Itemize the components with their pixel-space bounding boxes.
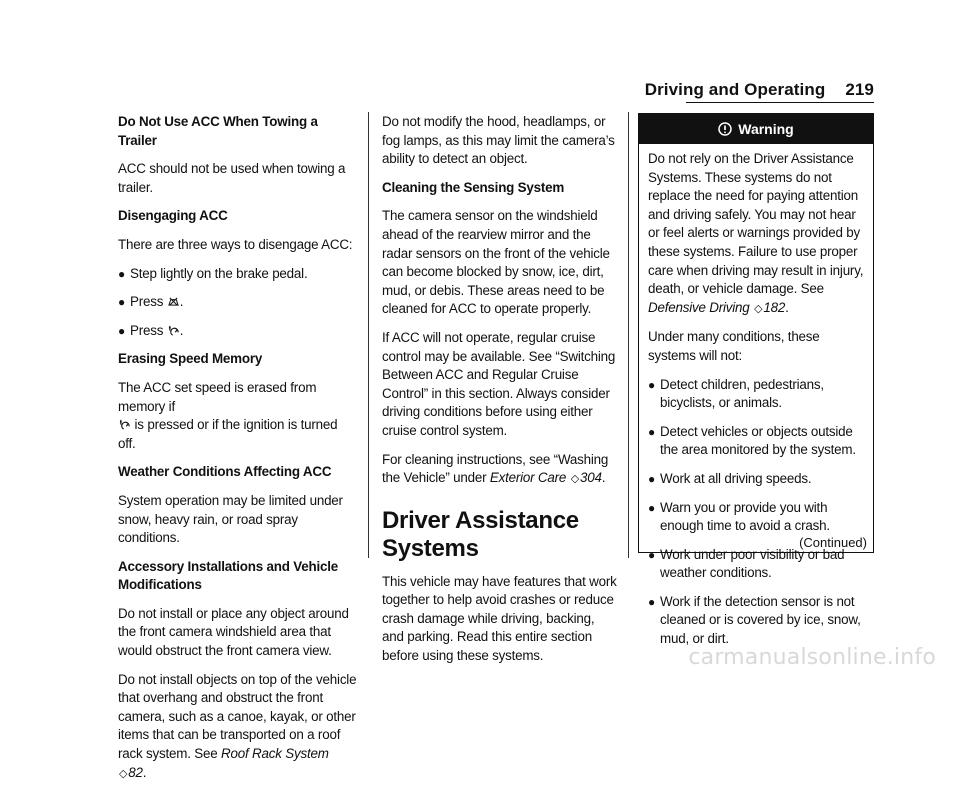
bullet-text-pre: Press <box>130 294 164 310</box>
bullet-text: Detect children, pedestrians, bicyclists, or animals. <box>660 376 824 411</box>
bullet-text: Detect vehicles or objects outside the area monitored by the system. <box>660 423 856 458</box>
cancel-cruise-icon <box>168 296 179 307</box>
list-item <box>648 546 865 583</box>
bullet-text-pre: Press <box>130 322 164 338</box>
column-1 <box>118 113 358 793</box>
heading-disengaging: Disengaging ACC <box>118 208 228 224</box>
bullet-icon: ● <box>118 295 126 310</box>
heading-cleaning: Cleaning the Sensing System <box>382 179 565 195</box>
paragraph-acc-fallback: If ACC will not operate, regular cruise control may be available. See “Switching Between ACC and Regular Cruise Control” in this section. Always consider driving conditions before using either cruise control system. <box>382 329 616 438</box>
continued-label: (Continued) <box>799 535 867 550</box>
section-title: Driver Assistance Systems <box>382 506 579 562</box>
reference-arrow-icon: ◇ <box>119 767 128 780</box>
bullet-icon: ● <box>648 594 656 609</box>
page-header <box>645 80 874 100</box>
reference-title: Roof Rack System <box>221 746 329 762</box>
list-item <box>648 499 865 536</box>
bullet-text <box>130 322 358 341</box>
cruise-control-icon <box>168 325 179 336</box>
list-item <box>648 423 865 460</box>
paragraph-text: Do not rely on the Driver Assistance Systems. These systems do not replace the need for paying attention and driving safely. You may not hear or feel alerts or warnings provided by these systems. Failure to use proper care when driving may result in injury, death, or vehicle damage. See <box>648 151 864 297</box>
watermark[interactable]: carmanualsonline.info <box>688 645 936 670</box>
bullet-icon: ● <box>118 266 126 281</box>
warning-paragraph <box>648 150 865 318</box>
paragraph-weather: System operation may be limited under snow, heavy rain, or road spray conditions. <box>118 492 343 546</box>
bullet-icon: ● <box>648 471 656 486</box>
bullet-text <box>130 293 358 312</box>
bullet-text: Work under poor visibility or bad weather conditions. <box>660 546 845 581</box>
paragraph-text: . <box>785 299 789 315</box>
cruise-control-icon <box>119 419 130 430</box>
paragraph-accessory-2 <box>118 671 358 784</box>
column-divider <box>368 112 369 558</box>
paragraph-text: . <box>601 470 606 486</box>
bullet-text: Work if the detection sensor is not cleaned or is covered by ice, snow, mud, or dirt. <box>660 593 861 647</box>
paragraph-text: . <box>142 764 147 780</box>
reference-title: Exterior Care <box>489 470 567 486</box>
paragraph-washing <box>382 451 618 489</box>
list-item <box>648 376 865 413</box>
reference-arrow-icon: ◇ <box>570 473 579 486</box>
header-rule <box>686 102 874 103</box>
warning-box <box>638 113 874 647</box>
bullet-icon: ● <box>648 377 656 392</box>
paragraph-cleaning: The camera sensor on the windshield ahead of the rearview mirror and the radar sensors on the front of the vehicle can become blocked by snow, ice, dirt, mud, or debis. These areas need to be cleaned for ACC to operate properly. <box>382 208 610 317</box>
paragraph-das-intro: This vehicle may have features that work together to help avoid crashes or reduce crash damage while driving, backing, and parking. Read this entire section before using these systems. <box>382 573 617 664</box>
bullet-icon: ● <box>648 500 656 515</box>
page-number: 219 <box>845 80 874 99</box>
bullet-text-post: . <box>179 294 184 310</box>
list-item <box>118 322 358 341</box>
warning-body <box>639 144 873 649</box>
paragraph-towing: ACC should not be used when towing a trailer. <box>118 161 346 195</box>
paragraph-text: is pressed or if the ignition is turned off. <box>118 417 338 451</box>
list-item <box>648 470 865 489</box>
heading-accessory: Accessory Installations and Vehicle Modifications <box>118 558 338 593</box>
bullet-text: Warn you or provide you with enough time to avoid a crash. <box>660 499 830 534</box>
reference-page: 82 <box>128 764 143 780</box>
bullet-icon: ● <box>118 323 126 338</box>
bullet-text: Step lightly on the brake pedal. <box>130 265 308 281</box>
heading-weather: Weather Conditions Affecting ACC <box>118 464 332 480</box>
column-2 <box>382 113 618 676</box>
paragraph-disengaging: There are three ways to disengage ACC: <box>118 236 353 252</box>
reference-arrow-icon: ◇ <box>754 302 763 315</box>
cross-reference-link[interactable] <box>490 470 602 485</box>
warning-icon <box>718 122 732 136</box>
cross-reference-link[interactable] <box>648 300 785 315</box>
reference-title: Defensive Driving <box>648 299 750 315</box>
warning-title: Warning <box>738 121 794 137</box>
reference-page: 304 <box>579 470 602 486</box>
header-title: Driving and Operating <box>644 80 826 99</box>
reference-page: 182 <box>763 299 786 315</box>
paragraph-erasing <box>118 379 358 453</box>
paragraph-text: For cleaning instructions, see “Washing the Vehicle” under <box>382 451 609 486</box>
heading-towing: Do Not Use ACC When Towing a Trailer <box>118 114 318 148</box>
warning-header <box>639 114 873 144</box>
bullet-text-post: . <box>179 322 184 338</box>
paragraph-text: Do not install objects on top of the vehicle that overhang and obstruct the front camera, such as a canoe, kayak, or other items that can be transported on a roof rack system. See <box>118 671 357 762</box>
heading-erasing: Erasing Speed Memory <box>118 351 263 367</box>
bullet-text: Work at all driving speeds. <box>660 470 812 486</box>
paragraph-text: The ACC set speed is erased from memory if <box>118 379 317 414</box>
warning-paragraph-limits: Under many conditions, these systems will not: <box>648 329 820 363</box>
bullet-icon: ● <box>648 547 656 562</box>
bullet-icon: ● <box>648 424 656 439</box>
paragraph-accessory-1: Do not install or place any object around the front camera windshield area that would obstruct the front camera view. <box>118 605 349 659</box>
paragraph-modify: Do not modify the hood, headlamps, or fog lamps, as this may limit the camera’s ability to detect an object. <box>382 114 615 167</box>
column-divider <box>628 112 629 558</box>
list-item <box>118 265 358 284</box>
list-item <box>118 293 358 312</box>
list-item <box>648 593 865 649</box>
